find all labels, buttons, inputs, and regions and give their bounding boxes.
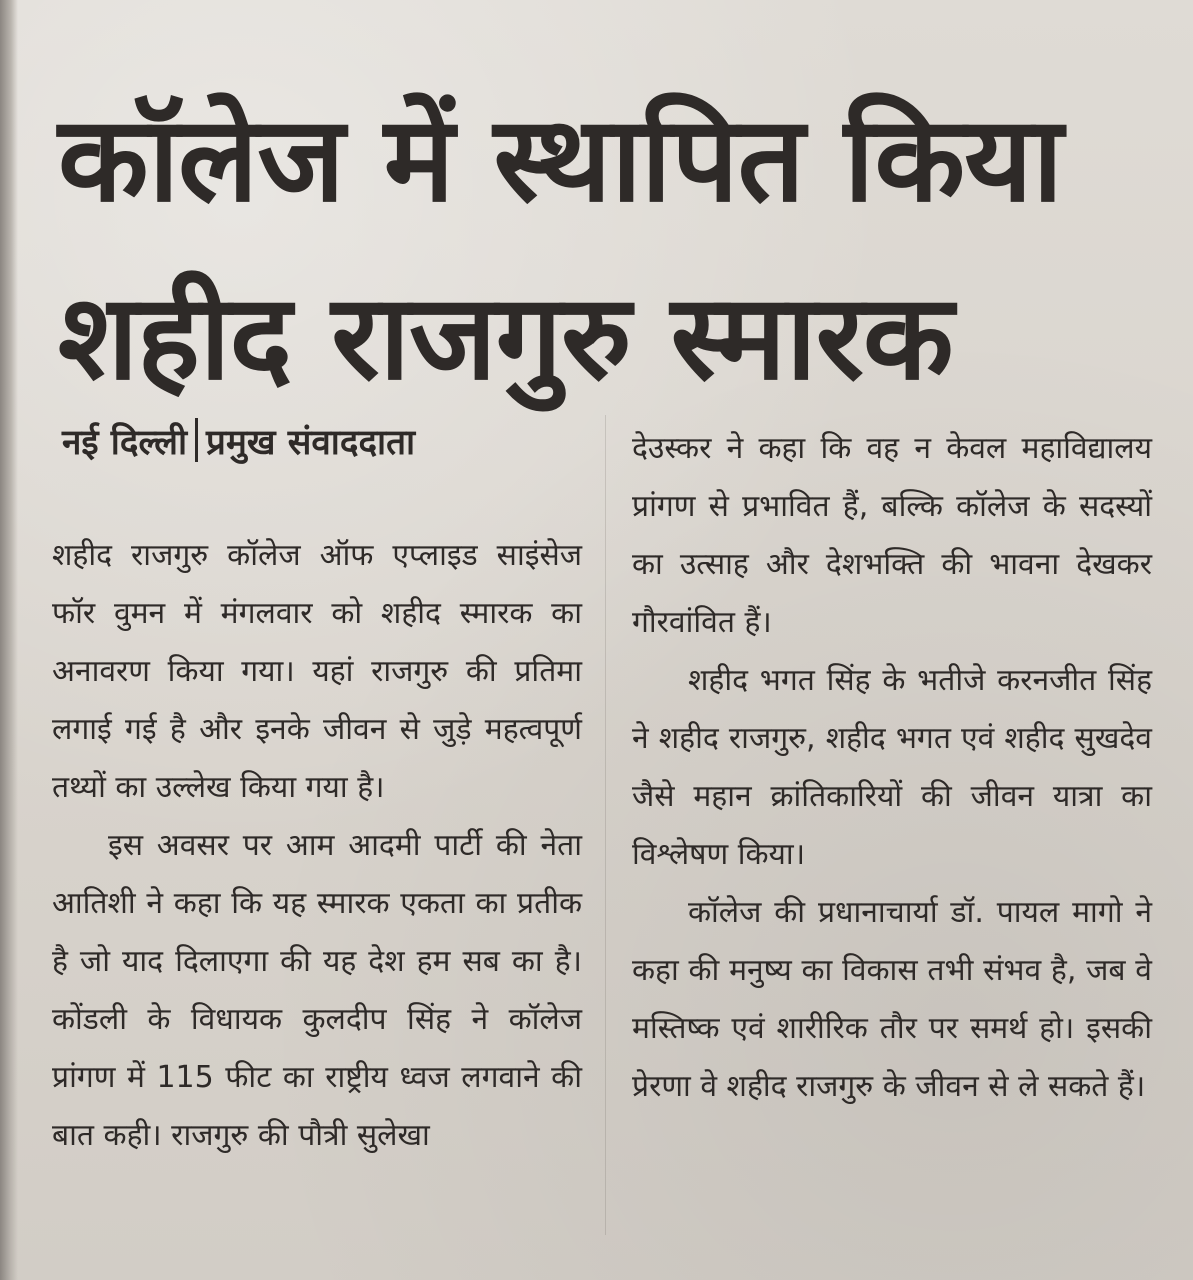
headline	[58, 70, 1168, 426]
article-paragraph: कॉलेज की प्रधानाचार्या डॉ. पायल मागो ने कहा की मनुष्य का विकास तभी संभव है, जब वे मस्तिष्क एवं शारीरिक तौर पर समर्थ हो। इसकी प्रेरणा वे शहीद राजगुरु के जीवन से ले सकते हैं।	[632, 895, 1153, 1104]
article-paragraph: शहीद भगत सिंह के भतीजे करनजीत सिंह ने शहीद राजगुरु, शहीद भगत एवं शहीद सुखदेव जैसे महान क्रांतिकारियों की जीवन यात्रा का विश्लेषण किया।	[632, 663, 1152, 872]
column-divider	[605, 415, 606, 1235]
dateline-place: नई दिल्ली	[62, 423, 188, 463]
article-paragraph: देउस्कर ने कहा कि वह न केवल महाविद्यालय प्रांगण से प्रभावित हैं, बल्कि कॉलेज के सदस्यों का उत्साह और देशभक्ति की भावना देखकर गौरवांवित हैं।	[632, 431, 1152, 640]
paper-fold-shadow	[0, 0, 18, 1280]
article-column-right	[632, 420, 1152, 1116]
article-paragraph: शहीद राजगुरु कॉलेज ऑफ एप्लाइड साइंसेज फॉर वुमन में मंगलवार को शहीद स्मारक का अनावरण किया गया। यहां राजगुरु की प्रतिमा लगाई गई है और इनके जीवन से जुड़े महत्वपूर्ण तथ्यों का उल्लेख किया गया है।	[52, 538, 582, 805]
dateline	[62, 418, 415, 465]
dateline-byline: प्रमुख संवाददाता	[206, 423, 416, 463]
article-paragraph: इस अवसर पर आम आदमी पार्टी की नेता आतिशी ने कहा कि यह स्मारक एकता का प्रतीक है जो याद दिलाएगा की यह देश हम सब का है। कोंडली के विधायक कुलदीप सिंह ने कॉलेज प्रांगण में 115 फीट का राष्ट्रीय ध्वज लगवाने की बात कही। राजगुरु की पौत्री सुलेखा	[52, 828, 582, 1153]
headline-line-1: कॉलेज में स्थापित किया	[58, 90, 1063, 228]
article-column-left	[52, 527, 582, 1165]
dateline-separator	[195, 418, 198, 462]
headline-line-2: शहीद राजगुरु स्मारक	[58, 268, 953, 406]
